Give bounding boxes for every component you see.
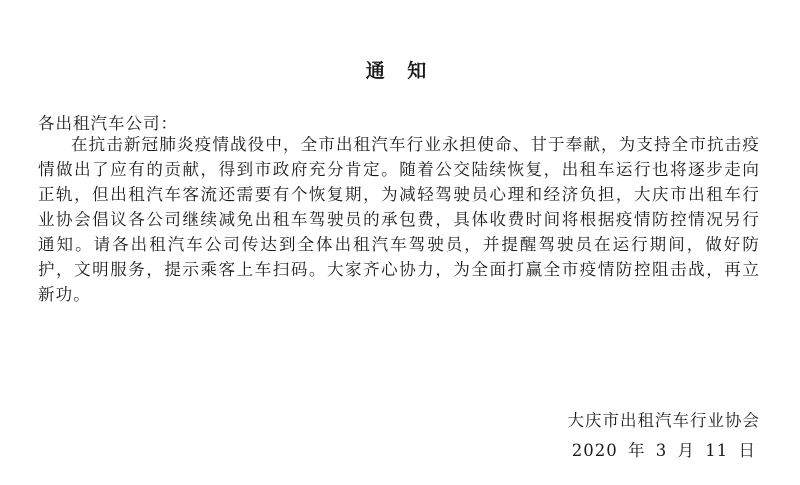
- signature: 大庆市出租汽车行业协会: [567, 411, 760, 430]
- notice-title: 通 知: [365, 60, 435, 82]
- date: 2020 年 3 月 11 日: [571, 441, 756, 460]
- notice-body: 在抗击新冠肺炎疫情战役中，全市出租汽车行业永担使命、甘于奉献，为支持全市抗击疫情做出了应有的贡献，得到市政府充分肯定。随着公交陆续恢复，出租车运行也将逐步走向正轨，但出租汽车客流还需要有个恢复期，为减轻驾驶员心理和经济负担，大庆市出租车行业协会倡议各公司继续减免出租车驾驶员的承包费，具体收费时间将根据疫情防控情况另行通知。请各出租汽车公司传达到全体出租汽车驾驶员，并提醒驾驶员在运行期间，做好防护，文明服务，提示乘客上车扫码。大家齐心协力，为全面打赢全市疫情防控阻击战，再立新功。: [38, 135, 760, 304]
- salutation: 各出租汽车公司：: [38, 114, 178, 133]
